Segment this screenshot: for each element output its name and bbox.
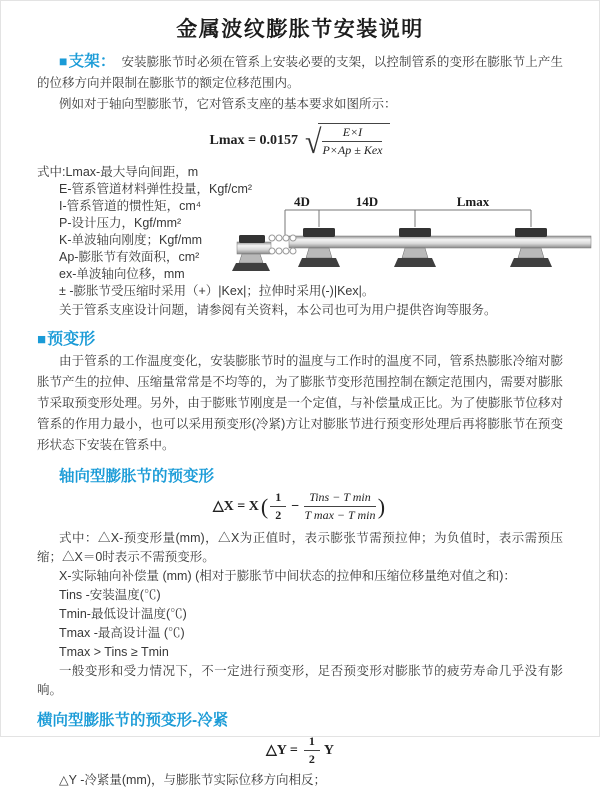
one-half-fraction (270, 490, 286, 523)
lmax-numerator: E×I (322, 125, 382, 142)
blue-square-bullet-icon: ■ (37, 331, 47, 348)
predeform-body-paragraph: 由于管系的工作温度变化，安装膨胀节时的温度与工作时的温度不同，管系热膨胀冷缩对膨胀节产生的拉伸、压缩量常常是不均等的，为了膨胀节变形范围控制在额定范围内，需要对膨胀节采取预变形处理。另外，由于膨账节刚度是一个定值，与补偿量成正比。为了使膨胀节位移对管系的作用力最小，也可以采用预变形(冷紧)方让对膨胀节进行预变形处理后再将膨胀节在预变形状态下安装在管系中。 (37, 354, 563, 452)
lmax-formula-lhs: Lmax = 0.0157 (209, 132, 298, 148)
lmax-denominator: P×Ap ± Kex (322, 143, 383, 157)
temperature-fraction (304, 490, 376, 523)
axial-note-line: 一般变形和受力情况下，不一定进行预变形，足否预变形对膨胀节的疲劳寿命几乎没有影响。 (37, 664, 563, 697)
dim-label-4d: 4D (294, 194, 310, 209)
axial-subsection-heading: 轴向型膨胀节的预变形 (59, 468, 215, 485)
pipe-stub (237, 242, 271, 254)
support-example-line: 例如对于轴向型膨胀节，它对管系支座的基本要求如图所示： (59, 97, 397, 111)
half-numerator: 1 (270, 490, 286, 507)
temp-line: Tmax -最高设计温 (℃) (59, 626, 185, 640)
lateral-note-line: △Y -冷紧量(mm)，与膨胀节实际位移方向相反； (59, 773, 327, 787)
lateral-formula (37, 734, 563, 767)
x-definition-line: X-实际轴向补偿量 (mm) (相对于膨胀节中间状态的拉伸和压缩位移量绝对值之和)： (59, 569, 516, 583)
consult-note: 关于管系支座设计问题，请参阅有关资料，本公司也可为用户提供咨询等服务。 (59, 303, 497, 317)
one-half-fraction (304, 734, 320, 767)
axial-explain-paragraph: 式中：△X-预变形量(mm)，△X为正值时，表示膨张节需预拉伸；为负值时，表示需预压缩；△X＝0时表示不需预变形。 (37, 531, 563, 564)
symbol-definitions-block (37, 164, 563, 300)
lmax-formula (37, 123, 563, 161)
dim-label-14d: 14D (355, 194, 379, 209)
definition-line: ex-单波轴向位移，mm (59, 267, 185, 281)
temp-numerator: Tins − T min (304, 490, 376, 507)
lmax-formula-fraction (318, 123, 390, 158)
page-title: 金属波纹膨胀节安装说明 (176, 18, 424, 41)
lateral-formula-post: Y (323, 742, 334, 758)
support-intro-text: 安装膨胀节时必须在管系上安装必要的支架，以控制管系的变形在膨胀节上产生的位移方向并限制在膨胀节的额定位移范围内。 (37, 55, 563, 90)
definition-line: E-管系管道材料弹性投量，Kgf/cm² (59, 182, 253, 196)
definition-line: I-管系管道的惯性矩，cm⁴ (59, 199, 202, 213)
axial-formula-pre: △X = X (212, 499, 259, 514)
pipe-support-diagram (235, 194, 593, 294)
definition-line: K-单波轴向刚度；Kgf/mm (59, 233, 203, 247)
blue-square-bullet-icon: ■ (59, 53, 68, 69)
lateral-subsection-heading: 横向型膨胀节的预变形-冷紧 (37, 712, 229, 729)
axial-formula (37, 490, 563, 523)
right-paren: ) (377, 493, 386, 519)
minus-sign: − (291, 498, 300, 514)
temp-line: Tmax > Tins ≥ Tmin (59, 645, 169, 659)
lateral-formula-pre: △Y = (266, 743, 298, 758)
support-intro-paragraph (37, 51, 563, 94)
support-section-heading: 支架： (68, 53, 116, 70)
temp-denominator: T max − T min (304, 508, 376, 522)
definition-line: ± -膨胀节受压缩时采用（+）|Kex|；拉伸时采用(-)|Kex|。 (59, 284, 375, 298)
definition-line: Ap-膨胀节有效面积，cm² (59, 250, 200, 264)
predeform-heading-text: 预变形 (47, 331, 96, 348)
definition-line: P-设计压力，Kgf/mm² (59, 216, 182, 230)
half-denominator: 2 (275, 508, 282, 522)
temp-line: Tmin-最低设计温度(℃) (59, 607, 187, 621)
dim-label-lmax: Lmax (456, 194, 490, 209)
temperature-definitions (37, 586, 563, 662)
half-denominator: 2 (308, 752, 315, 766)
definition-line: 式中:Lmax-最大导向间距，m (37, 165, 199, 179)
predeform-section-heading (37, 326, 563, 349)
pipe (289, 236, 591, 248)
temp-line: Tins -安装温度(℃) (59, 588, 161, 602)
left-paren: ( (260, 493, 269, 519)
half-numerator: 1 (304, 734, 320, 751)
radical-sign: √ (305, 124, 322, 161)
